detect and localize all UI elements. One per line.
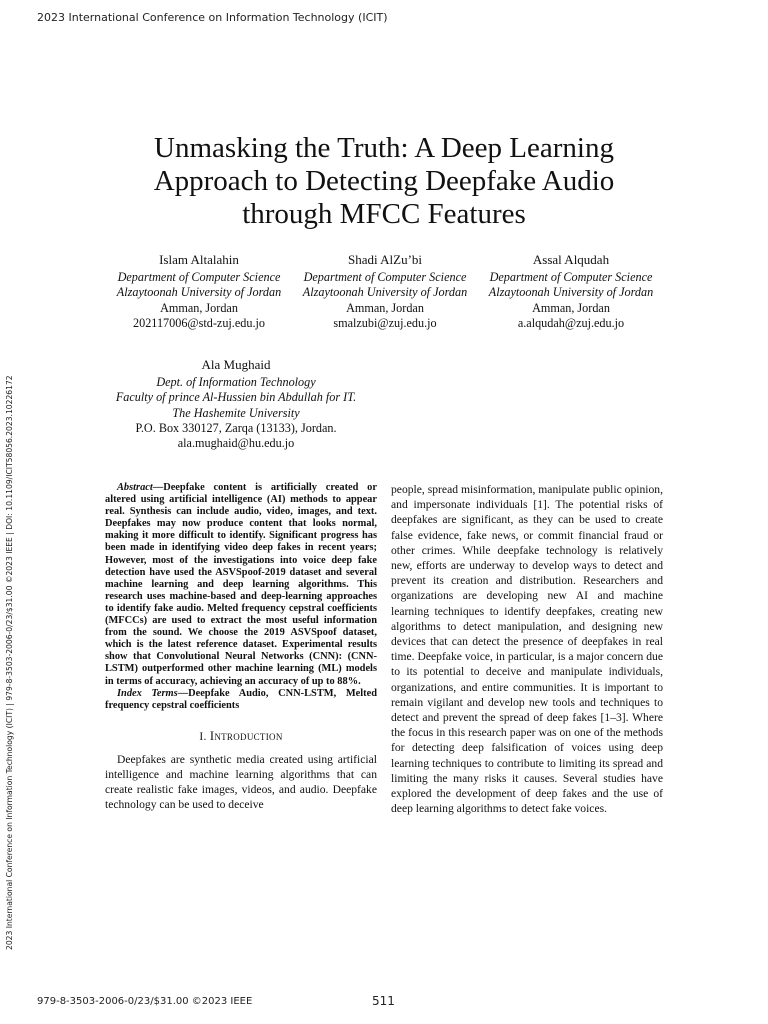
section-numeral: I. <box>199 730 207 743</box>
author-city: Amman, Jordan <box>346 300 424 315</box>
abstract-lead: Abstract <box>117 482 153 493</box>
author-department: Department of Computer Science <box>489 270 653 285</box>
author-name: Ala Mughaid <box>201 357 271 372</box>
page-number: 511 <box>372 994 395 1008</box>
right-column <box>391 482 663 816</box>
index-terms-lead: Index Terms <box>117 687 178 699</box>
author-department: Department of Computer Science <box>117 270 281 285</box>
doi-sidebar: 2023 International Conference on Information Technology (ICIT) | 979-8-3503-2006-0/23/$31.00 ©2023 IEEE | DOI: 10.1109/ICIT58056.2023.10226172 <box>5 375 14 950</box>
author-university: Alzaytoonah University of Jordan <box>116 285 282 300</box>
paper-title <box>80 132 688 231</box>
author-block <box>80 357 392 451</box>
abstract <box>105 482 377 688</box>
author-city: Amman, Jordan <box>532 300 610 315</box>
author-faculty: Faculty of prince Al-Hussien bin Abdullah for IT. <box>115 390 357 405</box>
author-name: Islam Altalahin <box>159 252 239 267</box>
author-university: The Hashemite University <box>172 405 300 420</box>
author-email: ala.mughaid@hu.edu.jo <box>177 436 295 451</box>
author-department: Department of Computer Science <box>303 270 467 285</box>
footer-copyright: 979-8-3503-2006-0/23/$31.00 ©2023 IEEE <box>37 996 253 1007</box>
abstract-text: —Deepfake content is artificially created or altered using artificial intelligence (AI) methods to appear real. Synthesis can include audio, video, images, and text. Deepfakes may now produce content that looks normal, making it more difficult to identify. Significant progress has been made in identifying video deep fakes in recent years; However, most of the investigations into voice deep fake detection have used the ASVSpoof-2019 dataset and several machine learning and deep learning algorithms. This research uses machine-based and deep-learning approaches to identify fake audio. Melted frequency cepstral coefficients (MFCCs) are used to extract the most useful information from the sound. We choose the 2019 ASVSpoof dataset, which is the latest reference dataset. Experimental results show that Convolutional Neural Networks (CNN): (CNN-LSTM) outperformed other machine learning (ML) models in terms of accuracy, achieving an accuracy of up to 88%. <box>105 482 377 687</box>
author-address: P.O. Box 330127, Zarqa (13133), Jordan. <box>135 420 337 435</box>
title-line: Unmasking the Truth: A Deep Learning <box>154 132 614 164</box>
author-city: Amman, Jordan <box>160 300 238 315</box>
author-block <box>104 252 294 331</box>
title-line: Approach to Detecting Deepfake Audio <box>153 165 615 197</box>
intro-paragraph-right: people, spread misinformation, manipulate public opinion, and impersonate individuals [1]. The potential risks of deepfakes are significant, as they can be used to create false evidence, fake news, or commit financial fraud or other crimes. While deepfake technology is relatively new, efforts are underway to develop ways to detect and prevent its creation and distribution. Researchers and organizations are developing new AI and machine learning techniques to identify deepfakes, creating new algorithms to detect manipulation, and designing new devices that can detect the presence of deepfakes in real time. Deepfake voice, in particular, is a major concern due to its potential to deceive and manipulate individuals, organizations, and entire communities. It is important to remain vigilant and develop new tools and techniques to detect and prevent the spread of deep fakes [1–3]. Where the focus in this research paper was on one of the methods for detecting deep falsification of voices using deep learning techniques to contribute to limiting its spread and limiting the many risks it causes. Several studies have explored the development of deep fakes and the use of deep learning algorithms to detect fake voices. <box>391 483 663 816</box>
author-email: a.alqudah@zuj.edu.jo <box>517 315 625 330</box>
author-email: 202117006@std-zuj.edu.jo <box>133 315 265 330</box>
author-university: Alzaytoonah University of Jordan <box>302 285 468 300</box>
conference-header: 2023 International Conference on Information Technology (ICIT) <box>37 11 388 24</box>
author-name: Shadi AlZu’bi <box>347 252 423 267</box>
author-university: Alzaytoonah University of Jordan <box>488 285 654 300</box>
index-terms <box>105 688 377 712</box>
title-line: through MFCC Features <box>242 198 526 230</box>
section-title: Introduction <box>209 728 283 743</box>
author-block <box>476 252 666 331</box>
left-column <box>105 482 377 813</box>
author-department: Dept. of Information Technology <box>156 375 316 390</box>
author-block <box>290 252 480 331</box>
author-email: smalzubi@zuj.edu.jo <box>333 315 437 330</box>
index-terms-text: —Deepfake Audio, CNN-LSTM, Melted frequency cepstral coefficients <box>105 687 377 711</box>
author-name: Assal Alqudah <box>532 252 610 267</box>
section-heading <box>105 729 377 744</box>
intro-paragraph-left: Deepfakes are synthetic media created using artificial intelligence and machine learning algorithms that can create realistic fake images, videos, and audio. Deepfake technology can be used to deceive <box>105 752 377 812</box>
